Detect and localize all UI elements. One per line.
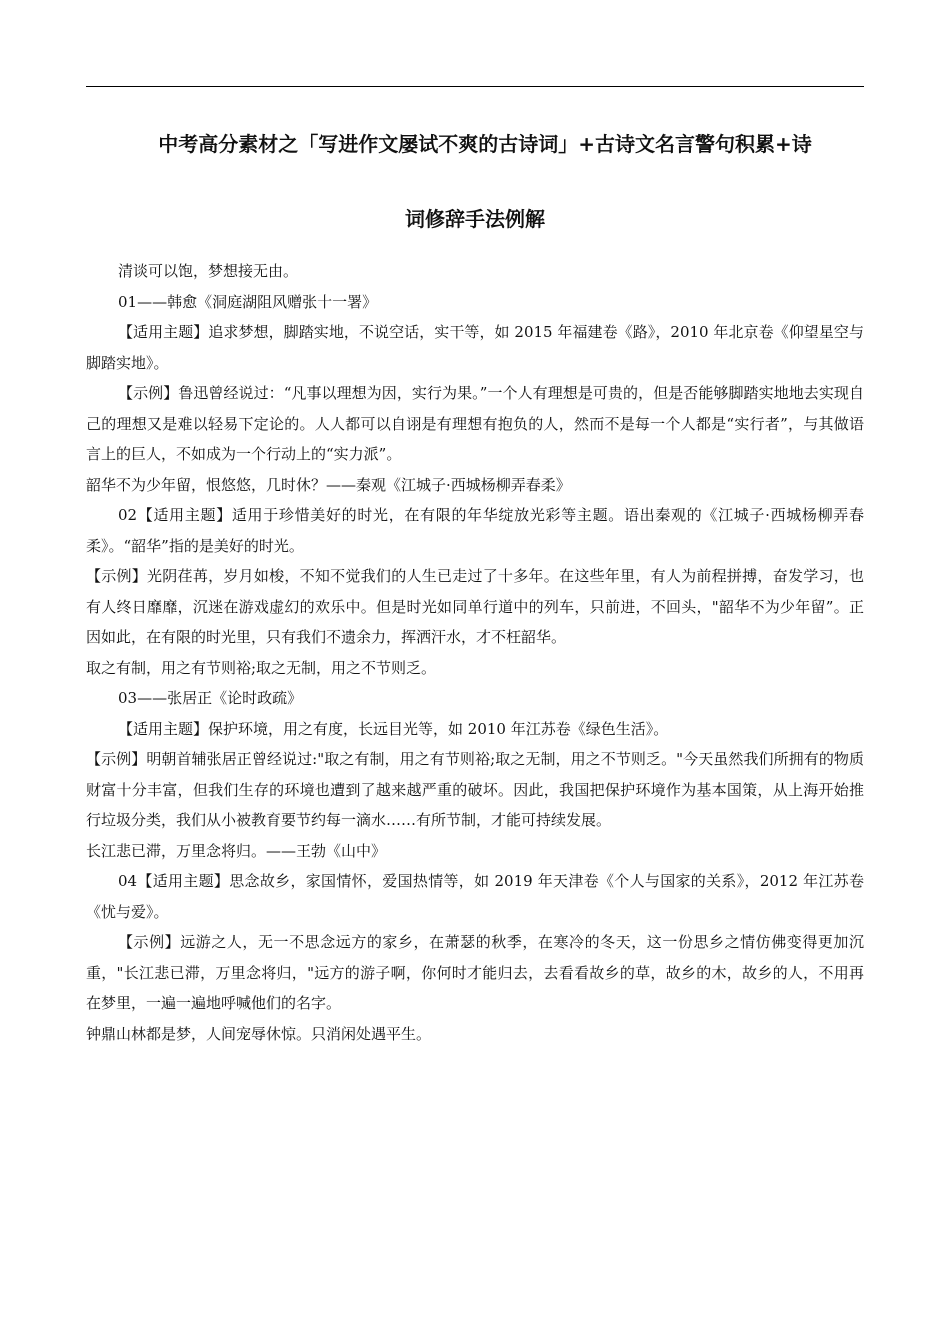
paragraph-source-03: 03——张居正《论时政疏》 xyxy=(118,689,303,707)
paragraph-theme-04: 04【适用主题】思念故乡，家国情怀，爱国热情等，如 2019 年天津卷《个人与国家的关系》，2012 年江苏卷《忧与爱》。 xyxy=(86,872,864,921)
paragraph-theme-03: 【适用主题】保护环境，用之有度，长远目光等，如 2010 年江苏卷《绿色生活》。 xyxy=(118,719,669,738)
paragraph-example-03: 【示例】明朝首辅张居正曾经说过:"取之有制，用之有节则裕;取之无制，用之不节则乏。"今天虽然我们所拥有的物质财富十分丰富，但我们生存的环境也遭到了越来越严重的破坏。因此，我国把保护环境作为基本国策，从上海开始推行垃圾分类，我们从小被教育要节约每一滴水……有所节制，才能可持续发展。 xyxy=(86,750,864,829)
header-rule xyxy=(86,86,864,87)
paragraph-quote-02: 韶华不为少年留，恨悠悠，几时休？——秦观《江城子·西城杨柳弄春柔》 xyxy=(86,475,571,494)
paragraph-theme-01: 【适用主题】追求梦想，脚踏实地，不说空话，实干等，如 2015 年福建卷《路》，2010 年北京卷《仰望星空与脚踏实地》。 xyxy=(86,323,864,372)
document-title-line-1: 中考高分素材之「写进作文屡试不爽的古诗词」+古诗文名言警句积累+诗 xyxy=(158,132,812,156)
document-body xyxy=(86,256,864,1049)
paragraph-example-01: 【示例】鲁迅曾经说过：“凡事以理想为因，实行为果。”一个人有理想是可贵的，但是否能够脚踏实地地去实现自己的理想又是难以轻易下定论的。人人都可以自诩是有理想有抱负的人，然而不是每一个人都是“实行者”，与其做语言上的巨人，不如成为一个行动上的“实力派”。 xyxy=(86,384,864,463)
paragraph-quote-04: 长江悲已滞，万里念将归。——王勃《山中》 xyxy=(86,841,387,860)
document-title-line-2: 词修辞手法例解 xyxy=(405,207,545,231)
paragraph-source-01: 01——韩愈《洞庭湖阻风赠张十一署》 xyxy=(118,292,378,311)
paragraph-quote-03: 取之有制，用之有节则裕;取之无制，用之不节则乏。 xyxy=(86,658,437,677)
paragraph-example-02: 【示例】光阴荏苒，岁月如梭，不知不觉我们的人生已走过了十多年。在这些年里，有人为前程拼搏，奋发学习，也有人终日靡靡，沉迷在游戏虚幻的欢乐中。但是时光如同单行道中的列车，只前进，不回头，"韶华不为少年留”。正因如此，在有限的时光里，只有我们不遗余力，挥洒汗水，才不枉韶华。 xyxy=(86,567,864,646)
paragraph-quote-05: 钟鼎山林都是梦，人间宠辱休惊。只消闲处遇平生。 xyxy=(86,1024,432,1043)
paragraph-intro-quote: 清谈可以饱，梦想接无由。 xyxy=(118,262,299,280)
paragraph-example-04: 【示例】远游之人，无一不思念远方的家乡，在萧瑟的秋季，在寒冷的冬天，这一份思乡之情仿佛变得更加沉重，"长江悲已滞，万里念将归，"远方的游子啊，你何时才能归去，去看看故乡的草，故乡的木，故乡的人，不用再在梦里，一遍一遍地呼喊他们的名字。 xyxy=(86,933,864,1012)
paragraph-theme-02: 02【适用主题】适用于珍惜美好的时光，在有限的年华绽放光彩等主题。语出秦观的《江城子·西城杨柳弄春柔》。“韶华”指的是美好的时光。 xyxy=(86,506,864,555)
